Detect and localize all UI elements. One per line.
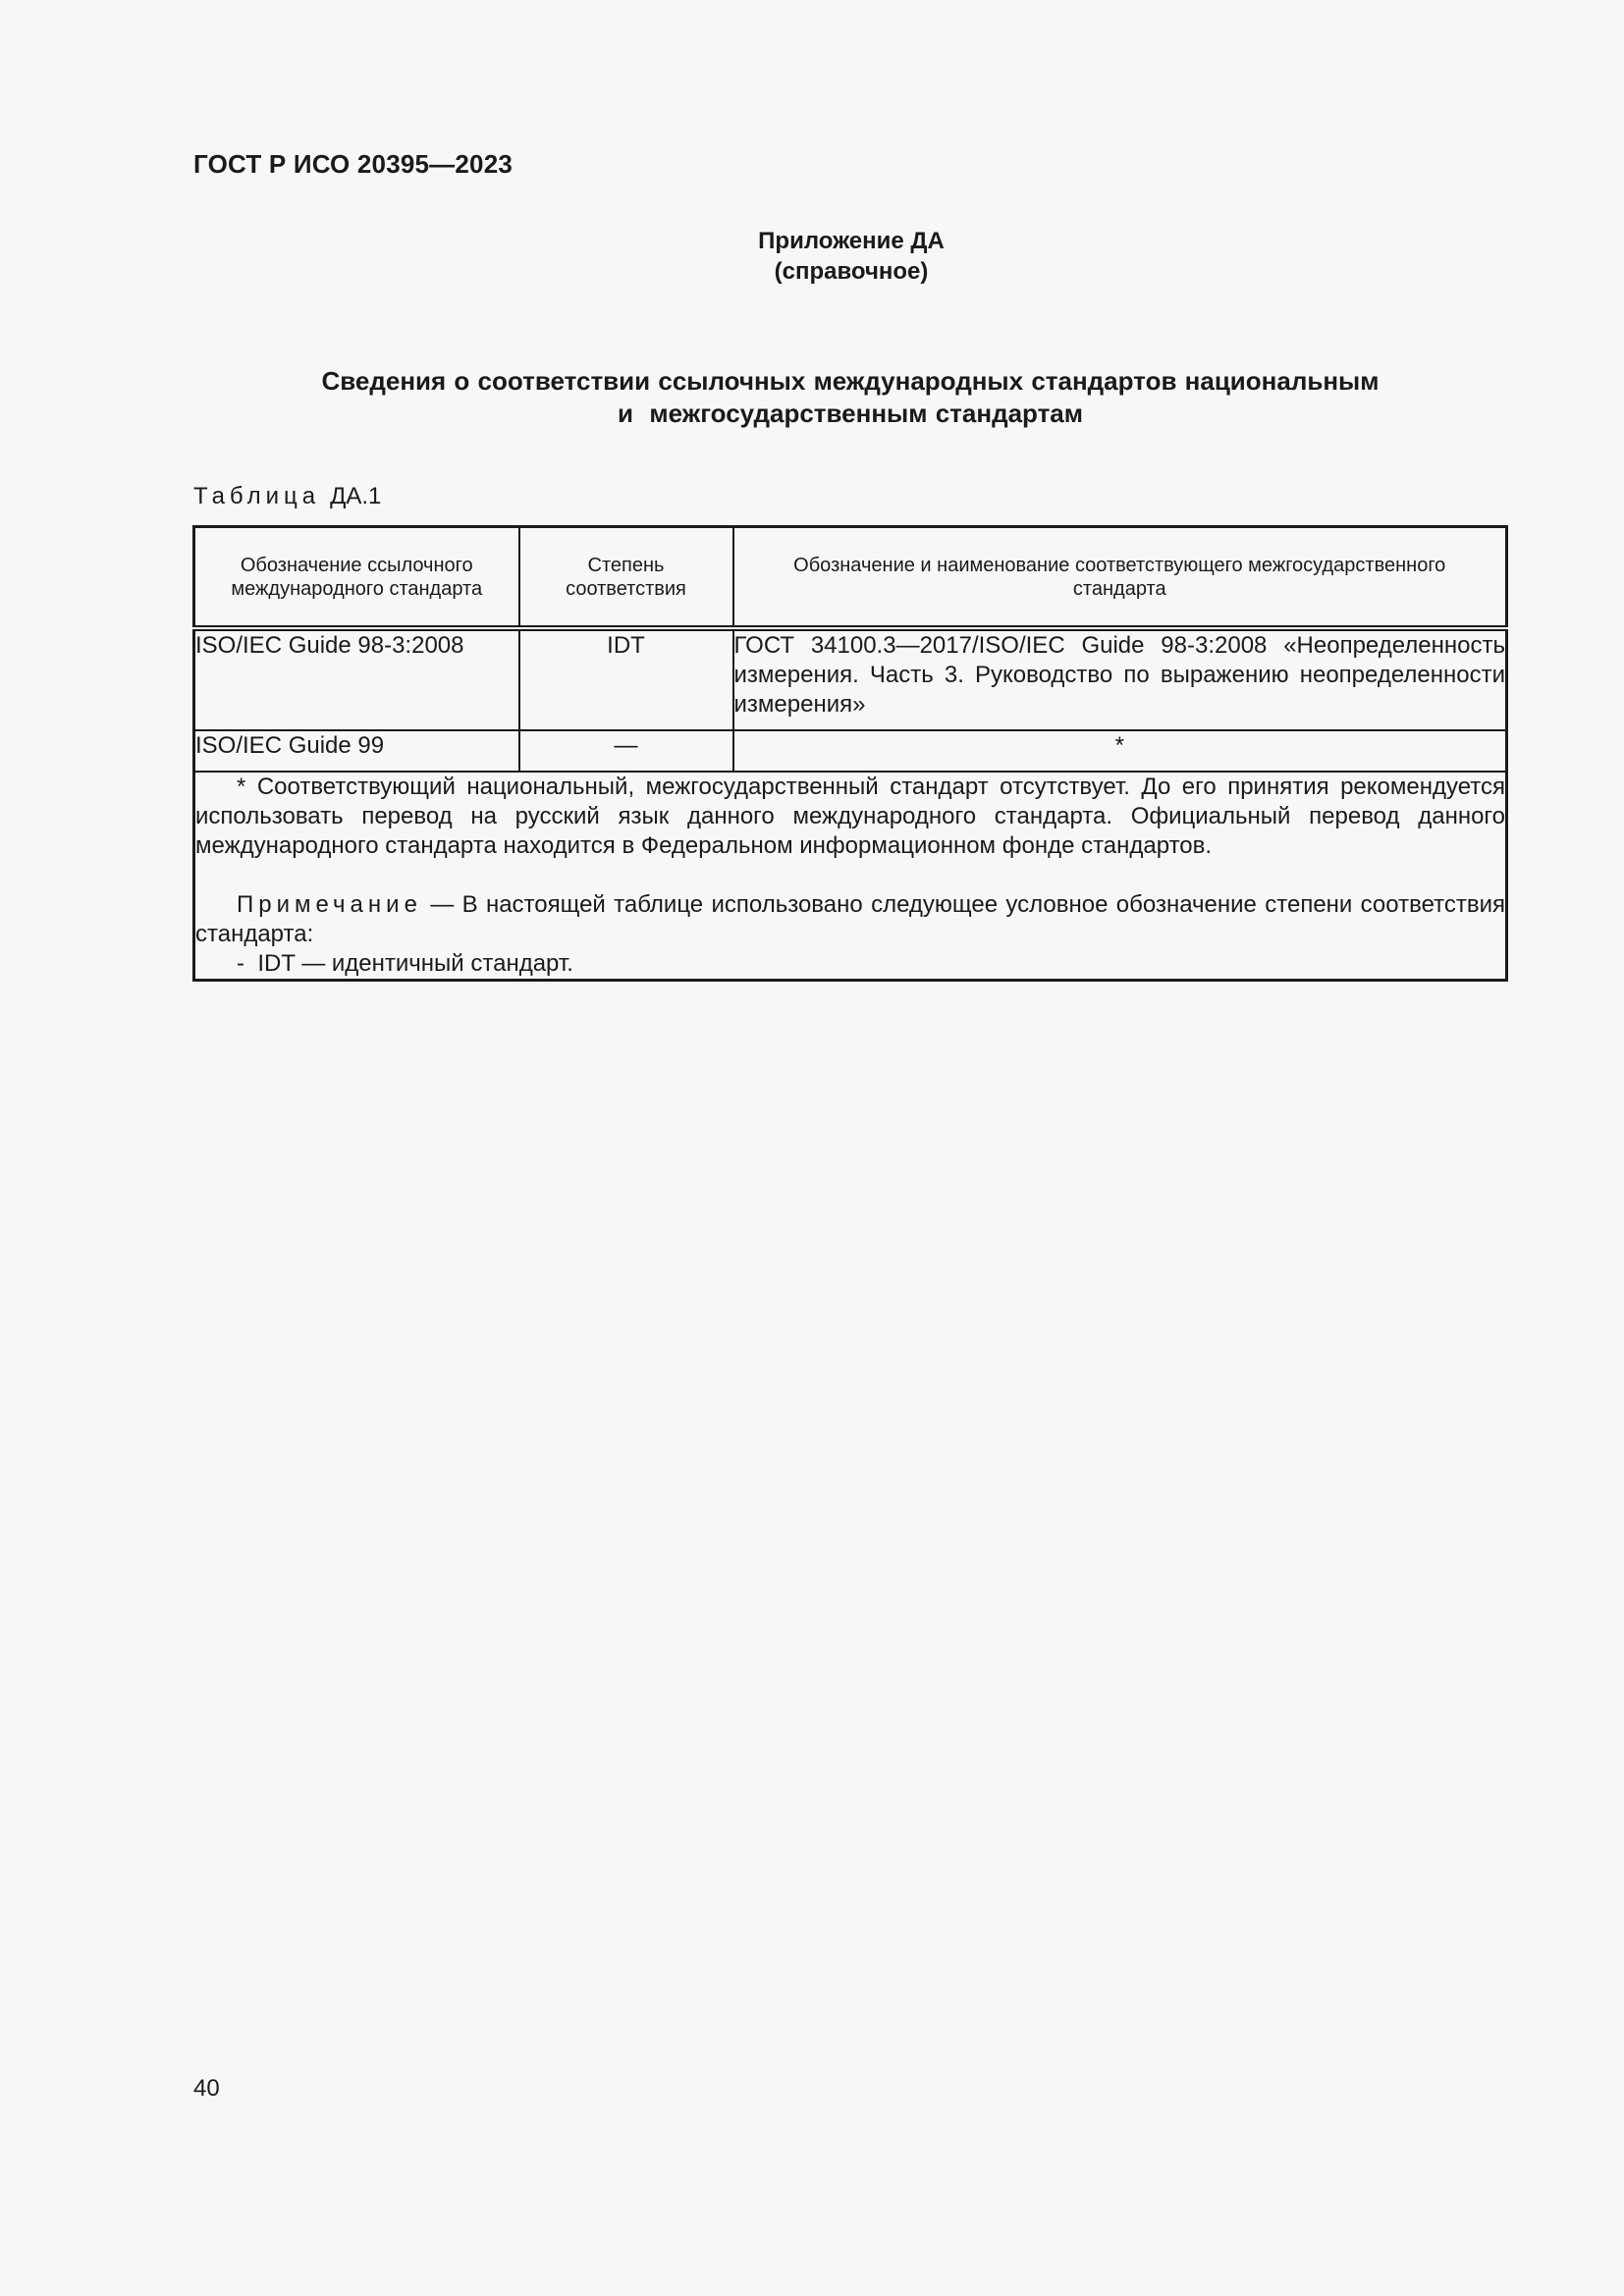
cell-national-standard: * <box>733 730 1507 772</box>
cell-ref-standard: ISO/IEC Guide 98-3:2008 <box>194 628 519 730</box>
cell-ref-standard: ISO/IEC Guide 99 <box>194 730 519 772</box>
section-title-line-1: Сведения о соответствии ссылочных международных стандартов национальным <box>321 366 1380 396</box>
appendix-subtitle: (справочное) <box>774 258 929 285</box>
cell-national-standard: ГОСТ 34100.3—2017/ISO/IEC Guide 98-3:2008 «Неопределенность измерения. Часть 3. Руководство по выражению неопределенности измерения» <box>733 628 1507 730</box>
document-code: ГОСТ Р ИСО 20395—2023 <box>193 149 514 179</box>
page-number: 40 <box>193 2075 220 2102</box>
section-title-line-2: и межгосударственным стандартам <box>617 399 1083 428</box>
note-text: — В настоящей таблице использовано следующее условное обозначение степени соответствия стандарта: <box>195 891 1505 947</box>
column-header-national-standard: Обозначение и наименование соответствующего межгосударственного стандарта <box>733 527 1507 629</box>
note-paragraph <box>195 890 1505 949</box>
correspondence-table <box>192 525 1508 982</box>
column-header-degree: Степень соответствия <box>519 527 733 629</box>
section-title <box>192 365 1508 430</box>
column-header-ref-standard: Обозначение ссылочного международного стандарта <box>194 527 519 629</box>
table-caption-id: ДА.1 <box>330 483 382 509</box>
table-footnotes <box>194 772 1507 981</box>
table-header-row <box>194 527 1507 629</box>
footnote-text: * Соответствующий национальный, межгосударственный стандарт отсутствует. До его принятия рекомендуется использовать перевод на русский язык данного международного стандарта. Официальный перевод данного международного стандарта находится в Федеральном информационном фонде стандартов. <box>195 774 1505 859</box>
note-label: Примечание <box>237 891 422 918</box>
table-footer-row <box>194 772 1507 981</box>
appendix-heading <box>0 226 1624 287</box>
table-caption-word: Таблица <box>193 483 321 509</box>
appendix-title: Приложение ДА <box>758 228 945 254</box>
cell-degree: IDT <box>519 628 733 730</box>
note-item: - IDT — идентичный стандарт. <box>237 950 573 977</box>
table-row <box>194 628 1507 730</box>
table-caption <box>193 483 381 510</box>
cell-degree: — <box>519 730 733 772</box>
table-row <box>194 730 1507 772</box>
